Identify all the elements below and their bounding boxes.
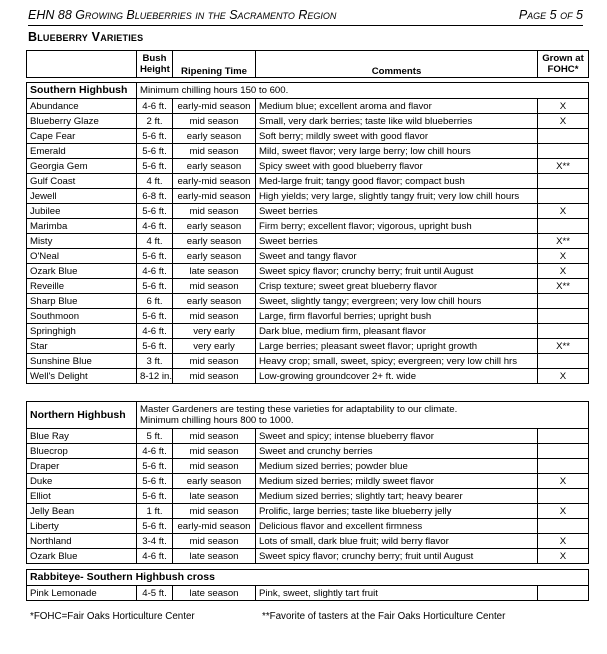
ripening-cell: early season [173,294,256,309]
table-row [27,234,589,249]
grown-cell [538,309,589,324]
height-cell: 4 ft. [137,234,173,249]
table-row [27,219,589,234]
height-cell: 4-6 ft. [137,324,173,339]
height-cell: 5-6 ft. [137,519,173,534]
comment-cell: Lots of small, dark blue fruit; wild berry flavor [256,534,538,549]
ripening-cell: early season [173,234,256,249]
variety-cell: Duke [27,474,137,489]
grown-cell [537,489,588,504]
comment-cell: Low-growing groundcover 2+ ft. wide [256,369,538,384]
height-cell: 5-6 ft. [137,489,173,504]
grown-cell: X [537,504,588,519]
variety-cell: Jelly Bean [27,504,137,519]
height-cell: 5-6 ft. [137,309,173,324]
height-cell: 8-12 in. [137,369,173,384]
comment-cell: Medium sized berries; mildly sweet flavor [256,474,538,489]
grown-cell [538,174,589,189]
ripening-cell: very early [173,339,256,354]
table-row [27,504,589,519]
ripening-cell: early season [173,474,256,489]
variety-cell: Emerald [27,144,137,159]
ripening-cell: mid season [173,144,256,159]
variety-cell: Well's Delight [27,369,137,384]
comment-cell: Sweet berries [256,234,538,249]
rabbiteye-table [26,569,589,601]
document-title: EHN 88 Growing Blueberries in the Sacramento Region [28,8,337,22]
bush-height-header: Bush Height [137,51,173,78]
southern-rows [27,99,589,384]
rabbiteye-section-header [27,570,589,586]
height-cell: 4-5 ft. [137,586,173,601]
variety-cell: Draper [27,459,137,474]
variety-cell: Jubilee [27,204,137,219]
table-row [27,114,589,129]
variety-cell: Georgia Gem [27,159,137,174]
ripening-cell: early-mid season [173,519,256,534]
comment-cell: Dark blue, medium firm, pleasant flavor [256,324,538,339]
table-row [27,549,589,564]
grown-cell: X** [538,159,589,174]
ripening-cell: early-mid season [173,189,256,204]
variety-cell: O'Neal [27,249,137,264]
page-number: Page 5 of 5 [518,8,583,22]
table-row [27,99,589,114]
table-row [27,534,589,549]
comment-cell: Sweet spicy flavor; crunchy berry; fruit until August [256,549,538,564]
southern-section-header [27,83,589,99]
ripening-cell: early season [173,249,256,264]
height-cell: 5-6 ft. [137,129,173,144]
grown-cell [538,129,589,144]
grown-cell: X** [538,234,589,249]
ripening-cell: early season [173,129,256,144]
variety-cell: Sharp Blue [27,294,137,309]
height-cell: 1 ft. [137,504,173,519]
variety-cell: Pink Lemonade [27,586,137,601]
variety-cell: Northland [27,534,137,549]
height-cell: 5-6 ft. [137,459,173,474]
grown-cell [538,294,589,309]
height-cell: 4-6 ft. [137,219,173,234]
comment-cell: Medium sized berries; slightly tart; heavy bearer [256,489,538,504]
height-cell: 4-6 ft. [137,99,173,114]
variety-cell: Elliot [27,489,137,504]
comment-cell: High yields; very large, slightly tangy fruit; very low chill hours [256,189,538,204]
ripening-cell: mid season [173,444,256,459]
variety-cell: Liberty [27,519,137,534]
comment-cell: Delicious flavor and excellent firmness [256,519,538,534]
northern-note-line1: Master Gardeners are testing these varieties for adaptability to our climate. [140,404,458,415]
variety-cell: Southmoon [27,309,137,324]
table-row [27,324,589,339]
height-cell: 5-6 ft. [137,339,173,354]
northern-section-name: Northern Highbush [27,402,137,429]
variety-cell: Blueberry Glaze [27,114,137,129]
variety-cell: Marimba [27,219,137,234]
footnote-favorite: **Favorite of tasters at the Fair Oaks Horticulture Center [262,611,506,622]
variety-cell: Ozark Blue [27,549,137,564]
table-row [27,294,589,309]
variety-cell: Star [27,339,137,354]
grown-cell [538,586,589,601]
grown-cell: X [537,549,588,564]
variety-cell: Gulf Coast [27,174,137,189]
grown-cell [537,519,588,534]
comment-cell: Prolific, large berries; taste like blueberry jelly [256,504,538,519]
grown-cell: X** [538,279,589,294]
ripening-cell: late season [173,489,256,504]
comment-cell: Sweet, slightly tangy; evergreen; very low chill hours [256,294,538,309]
ripening-cell: late season [173,264,256,279]
variety-column-header [27,51,137,78]
height-cell: 2 ft. [137,114,173,129]
ripening-cell: mid season [173,369,256,384]
variety-cell: Springhigh [27,324,137,339]
ripening-header: Ripening Time [173,51,256,78]
variety-cell: Abundance [27,99,137,114]
comment-cell: Sweet and spicy; intense blueberry flavor [256,429,538,444]
ripening-cell: early-mid season [173,99,256,114]
height-cell: 5-6 ft. [137,279,173,294]
table-row [27,129,589,144]
table-row [27,339,589,354]
comment-cell: Medium sized berries; powder blue [256,459,538,474]
ripening-cell: mid season [173,279,256,294]
southern-section-note: Minimum chilling hours 150 to 600. [137,83,589,99]
variety-cell: Cape Fear [27,129,137,144]
table-row [27,279,589,294]
height-cell: 4-6 ft. [137,549,173,564]
comment-cell: Sweet and crunchy berries [256,444,538,459]
grown-cell: X [537,474,588,489]
variety-cell: Reveille [27,279,137,294]
height-cell: 5 ft. [137,429,173,444]
comment-cell: Firm berry; excellent flavor; vigorous, upright bush [256,219,538,234]
table-row [27,519,589,534]
height-cell: 5-6 ft. [137,144,173,159]
page-header [28,8,583,26]
table-row [27,204,589,219]
comments-header: Comments [256,51,538,78]
ripening-cell: mid season [173,429,256,444]
table-row [27,459,589,474]
variety-cell: Ozark Blue [27,264,137,279]
table-row [27,489,589,504]
ripening-cell: mid season [173,354,256,369]
table-row [27,474,589,489]
comment-cell: Small, very dark berries; taste like wild blueberries [256,114,538,129]
comment-cell: Sweet berries [256,204,538,219]
comment-cell: Large, firm flavorful berries; upright bush [256,309,538,324]
height-cell: 5-6 ft. [137,474,173,489]
table-row [27,369,589,384]
height-cell: 3 ft. [137,354,173,369]
ripening-cell: late season [173,586,256,601]
varieties-table [26,50,589,384]
comment-cell: Pink, sweet, slightly tart fruit [256,586,538,601]
variety-cell: Misty [27,234,137,249]
grown-cell [537,459,588,474]
ripening-cell: late season [173,549,256,564]
ripening-cell: mid season [173,309,256,324]
grown-cell: X [538,369,589,384]
grown-cell [538,324,589,339]
comment-cell: Mild, sweet flavor; very large berry; low chill hours [256,144,538,159]
height-cell: 5-6 ft. [137,249,173,264]
variety-cell: Blue Ray [27,429,137,444]
table-row [27,264,589,279]
comment-cell: Crisp texture; sweet great blueberry flavor [256,279,538,294]
comment-cell: Spicy sweet with good blueberry flavor [256,159,538,174]
grown-header: Grown at FOHC* [538,51,589,78]
table-header-row [27,51,589,78]
northern-section-header [27,402,589,429]
height-cell: 3-4 ft. [137,534,173,549]
table-row [27,586,589,601]
variety-cell: Jewell [27,189,137,204]
table-row [27,354,589,369]
height-cell: 4 ft. [137,174,173,189]
table-row [27,174,589,189]
ripening-cell: mid season [173,504,256,519]
comment-cell: Heavy crop; small, sweet, spicy; evergreen; very low chill hrs [256,354,538,369]
table-row [27,144,589,159]
comment-cell: Soft berry; mildly sweet with good flavor [256,129,538,144]
comment-cell: Med-large fruit; tangy good flavor; compact bush [256,174,538,189]
footnote-fohc: *FOHC=Fair Oaks Horticulture Center [30,611,195,622]
grown-cell: X [537,534,588,549]
grown-cell: X [538,99,589,114]
grown-cell: X [538,204,589,219]
grown-cell [538,189,589,204]
grown-cell: X [538,264,589,279]
northern-table [26,401,589,564]
ripening-cell: mid season [173,204,256,219]
height-cell: 5-6 ft. [137,204,173,219]
comment-cell: Medium blue; excellent aroma and flavor [256,99,538,114]
section-title: Blueberry Varieties [28,30,144,44]
grown-cell: X [538,249,589,264]
ripening-cell: early-mid season [173,174,256,189]
grown-cell [538,144,589,159]
variety-cell: Bluecrop [27,444,137,459]
table-row [27,429,589,444]
southern-section-name: Southern Highbush [27,83,137,99]
northern-note-line2: Minimum chilling hours 800 to 1000. [140,415,294,426]
height-cell: 4-6 ft. [137,444,173,459]
comment-cell: Sweet and tangy flavor [256,249,538,264]
grown-cell: X** [538,339,589,354]
grown-cell [537,444,588,459]
comment-cell: Sweet spicy flavor; crunchy berry; fruit until August [256,264,538,279]
rabbiteye-rows [27,586,589,601]
variety-cell: Sunshine Blue [27,354,137,369]
height-cell: 6-8 ft. [137,189,173,204]
table-row [27,249,589,264]
table-row [27,189,589,204]
ripening-cell: early season [173,219,256,234]
ripening-cell: mid season [173,534,256,549]
ripening-cell: very early [173,324,256,339]
northern-rows [27,429,589,564]
rabbiteye-section-name: Rabbiteye- Southern Highbush cross [27,570,589,586]
ripening-cell: early season [173,159,256,174]
ripening-cell: mid season [173,459,256,474]
height-cell: 5-6 ft. [137,159,173,174]
comment-cell: Large berries; pleasant sweet flavor; upright growth [256,339,538,354]
table-row [27,444,589,459]
table-row [27,309,589,324]
table-row [27,159,589,174]
grown-cell [538,219,589,234]
grown-cell: X [538,114,589,129]
height-cell: 6 ft. [137,294,173,309]
height-cell: 4-6 ft. [137,264,173,279]
grown-cell [537,429,588,444]
ripening-cell: mid season [173,114,256,129]
northern-section-note [137,402,589,429]
grown-cell [538,354,589,369]
